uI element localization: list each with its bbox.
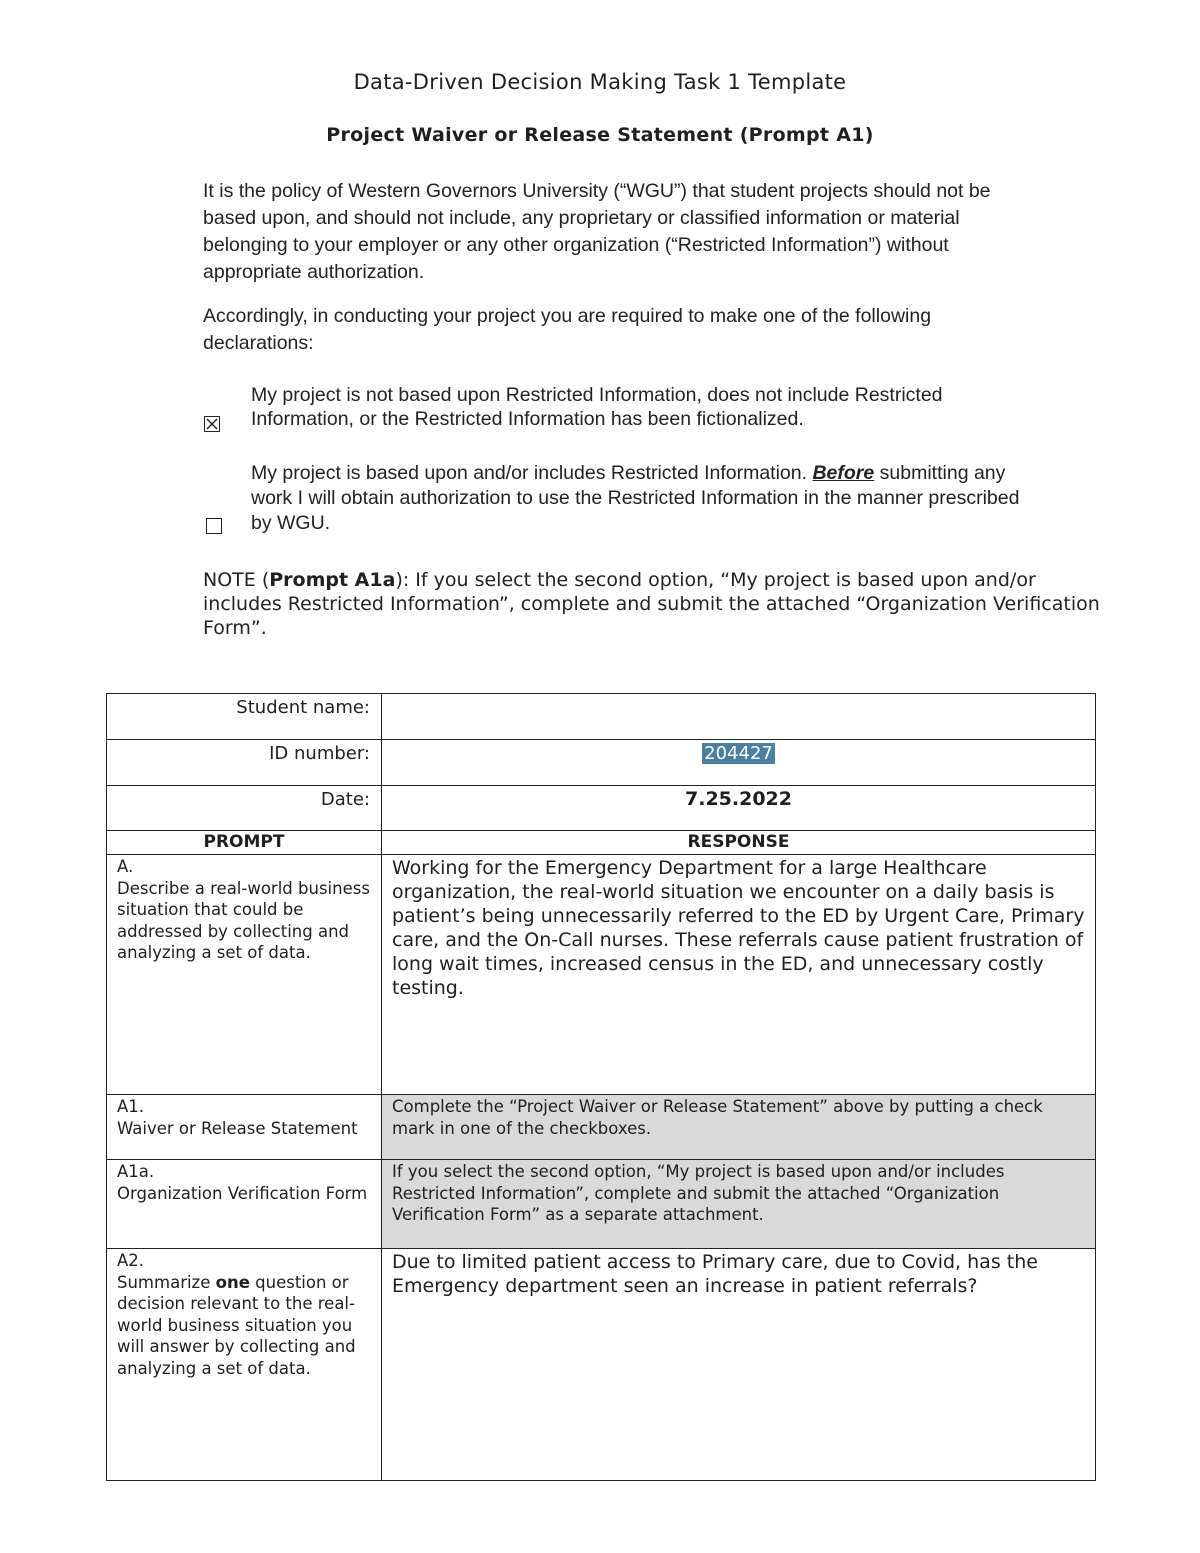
- prompt-code: A.: [117, 857, 134, 876]
- option2-text-after: submitting any work I will obtain authorization to use the Restricted Information in the manner prescribed by WGU.: [251, 462, 1020, 534]
- prompt-text-bold: one: [215, 1272, 250, 1292]
- table-row: [107, 1249, 1096, 1481]
- response-cell: If you select the second option, “My project is based upon and/or includes Restricted Information”, complete and submit the attached “Organization Verification Form” as a separate attachment.: [382, 1160, 1096, 1249]
- prompt-response-table: [106, 693, 1096, 1481]
- id-number-field[interactable]: [382, 740, 1096, 786]
- waiver-section-title: Project Waiver or Release Statement (Prompt A1): [326, 124, 874, 146]
- prompt-text: Describe a real-world business situation that could be addressed by collecting and analyzing a set of data.: [117, 878, 370, 962]
- note-bold: Prompt A1a: [269, 569, 396, 591]
- note-suffix: ): If you select the second option, “My project is based upon and/or includes Restricted Information”, complete and submit the attached “Organization Verification Form”.: [203, 569, 1100, 639]
- option2-checkbox[interactable]: [206, 518, 222, 534]
- prompt-text-before: Summarize: [117, 1272, 216, 1292]
- prompt-code: A2.: [117, 1251, 145, 1270]
- prompt-cell: [107, 1160, 382, 1249]
- note-prefix: NOTE (: [203, 569, 270, 591]
- option2-text-before: My project is based upon and/or includes Restricted Information.: [251, 462, 813, 484]
- prompt-header: PROMPT: [107, 831, 382, 855]
- option2-emphasis: Before: [812, 462, 875, 484]
- table-row: [107, 1160, 1096, 1249]
- prompt-cell: [107, 855, 382, 1095]
- prompt-text-after: question or decision relevant to the real-world business situation you will answer by collecting and analyzing a set of data.: [117, 1272, 356, 1378]
- prompt-text: Organization Verification Form: [117, 1183, 368, 1203]
- prompt-code: A1a.: [117, 1162, 155, 1181]
- date-label: Date:: [107, 786, 382, 831]
- policy-paragraph: It is the policy of Western Governors University (“WGU”) that student projects should not be based upon, and should not include, any proprietary or classified information or material belonging to your employer or any other organization (“Restricted Information”) without appropriate authorization.: [203, 180, 991, 283]
- option1-checkbox[interactable]: [204, 416, 220, 432]
- prompt-text: Waiver or Release Statement: [117, 1118, 358, 1138]
- prompt-text: [117, 1273, 356, 1378]
- id-number-label: ID number:: [107, 740, 382, 786]
- option1-text: My project is not based upon Restricted Information, does not include Restricted Information, or the Restricted Information has been fictionalized.: [251, 384, 943, 430]
- declarations-intro: Accordingly, in conducting your project you are required to make one of the following declarations:: [203, 305, 932, 354]
- date-field[interactable]: 7.25.2022: [382, 786, 1096, 831]
- table-row: [107, 855, 1096, 1095]
- response-cell[interactable]: Due to limited patient access to Primary care, due to Covid, has the Emergency department seen an increase in patient referrals?: [382, 1249, 1096, 1481]
- prompt-cell: [107, 1249, 382, 1481]
- option2-text: [251, 461, 1041, 536]
- note-paragraph: [203, 568, 1103, 640]
- id-number-value: 204427: [704, 743, 773, 764]
- document-title: Data-Driven Decision Making Task 1 Template: [353, 70, 847, 94]
- checkmark-x-icon: [205, 417, 219, 431]
- response-header: RESPONSE: [382, 831, 1096, 855]
- response-cell: Complete the “Project Waiver or Release Statement” above by putting a check mark in one of the checkboxes.: [382, 1095, 1096, 1160]
- response-cell[interactable]: Working for the Emergency Department for a large Healthcare organization, the real-world situation we encounter on a daily basis is patient’s being unnecessarily referred to the ED by Urgent Care, Primary care, and the On-Call nurses. These referrals cause patient frustration of long wait times, increased census in the ED, and unnecessary costly testing.: [382, 855, 1096, 1095]
- student-name-field[interactable]: [382, 694, 1096, 740]
- table-row: [107, 1095, 1096, 1160]
- prompt-cell: [107, 1095, 382, 1160]
- student-name-label: Student name:: [107, 694, 382, 740]
- prompt-code: A1.: [117, 1097, 145, 1116]
